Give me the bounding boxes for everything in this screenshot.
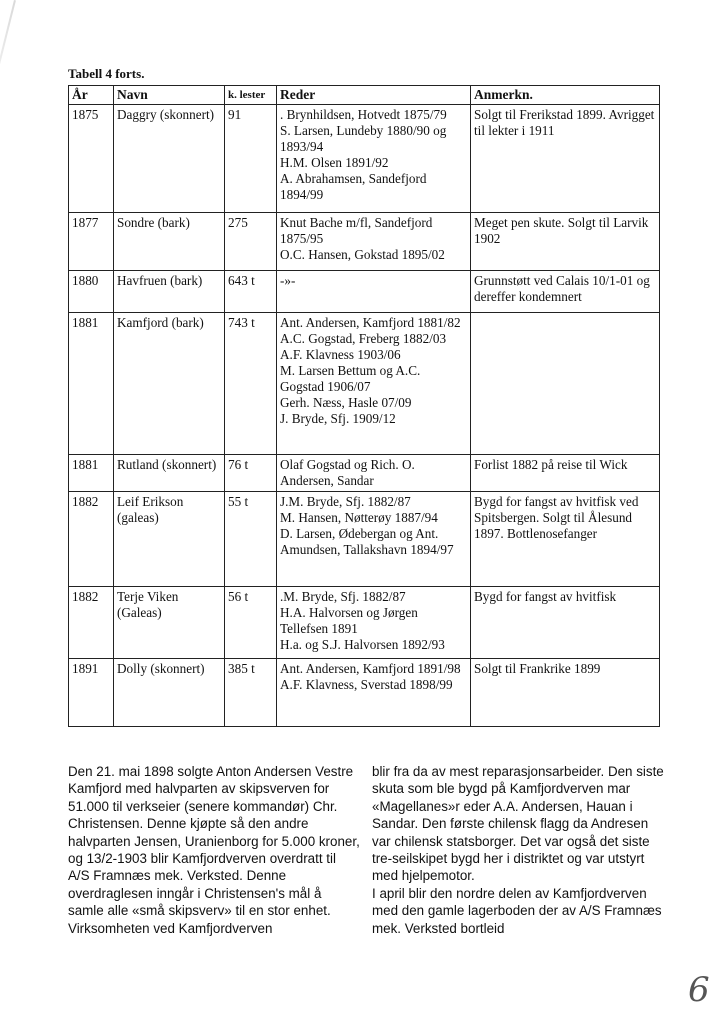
cell-name: Sondre (bark) [114, 213, 225, 271]
reder-entry: M. Hansen, Nøtterøy 1887/94 [280, 510, 438, 525]
cell-lester: 91 [225, 105, 277, 213]
cell-note: Bygd for fangst av hvitfisk ved Spitsbergen. Solgt til Ålesund 1897. Bottlenosefanger [471, 492, 660, 587]
margin-page-mark: 6 [688, 970, 710, 1010]
reder-entry: J.M. Bryde, Sfj. 1882/87 [280, 494, 411, 509]
reder-entry: A.F. Klavness 1903/06 [280, 347, 401, 362]
cell-note: Grunnstøtt ved Calais 10/1-01 og dereffer kondemnert [471, 271, 660, 313]
reder-entry: Ant. Andersen, Kamfjord 1891/98 [280, 661, 461, 676]
cell-name: Daggry (skonnert) [114, 105, 225, 213]
reder-entry: Ant. Andersen, Kamfjord 1881/82 [280, 315, 461, 330]
reder-entry: Gerh. Næss, Hasle 07/09 [280, 395, 412, 410]
table-row [69, 105, 660, 213]
cell-year: 1891 [69, 659, 114, 727]
reder-entry: A.C. Gogstad, Freberg 1882/03 [280, 331, 447, 346]
cell-name: Dolly (skonnert) [114, 659, 225, 727]
cell-year: 1875 [69, 105, 114, 213]
cell-note: Bygd for fangst av hvitfisk [471, 587, 660, 659]
cell-lester: 385 t [225, 659, 277, 727]
cell-reder [277, 587, 471, 659]
ship-table [68, 85, 660, 727]
reder-entry: H.M. Olsen 1891/92 [280, 155, 389, 170]
table-row [69, 659, 660, 727]
cell-lester: 743 t [225, 313, 277, 455]
cell-lester: 56 t [225, 587, 277, 659]
reder-entry: .M. Bryde, Sfj. 1882/87 [280, 589, 406, 604]
cell-reder [277, 492, 471, 587]
table-header-row [69, 86, 660, 105]
header-name: Navn [114, 86, 225, 105]
table-row [69, 587, 660, 659]
cell-lester: 55 t [225, 492, 277, 587]
cell-note: Solgt til Frankrike 1899 [471, 659, 660, 727]
table-row [69, 271, 660, 313]
cell-lester: 76 t [225, 455, 277, 492]
cell-reder [277, 213, 471, 271]
cell-name: Terje Viken (Galeas) [114, 587, 225, 659]
header-lester: k. lester [225, 86, 277, 105]
reder-entry: A. Abrahamsen, Sandefjord 1894/99 [280, 171, 427, 202]
cell-name: Kamfjord (bark) [114, 313, 225, 455]
body-text-right [372, 763, 664, 937]
scan-artifact-line [0, 0, 16, 70]
cell-lester: 275 [225, 213, 277, 271]
reder-entry: S. Larsen, Lundeby 1880/90 og 1893/94 [280, 123, 447, 154]
cell-note: Meget pen skute. Solgt til Larvik 1902 [471, 213, 660, 271]
cell-year: 1880 [69, 271, 114, 313]
cell-reder [277, 659, 471, 727]
cell-year: 1881 [69, 455, 114, 492]
reder-entry: . Brynhildsen, Hotvedt 1875/79 [280, 107, 447, 122]
body-text-right-part1: blir fra da av mest reparasjonsarbeider. Den siste skuta som ble bygd på Kamfjordverven mar «Magellanes»r eder A.A. Andersen, Hauan i Sandar. Den første chilensk flagg da Andresen var chilensk statsborger. Det var også det siste tre-seilskipet bygd her i distriktet og var utstyrt med hjelpemotor. [372, 764, 664, 884]
reder-entry: Olaf Gogstad og Rich. O. Andersen, Sandar [280, 457, 415, 488]
reder-entry: H.a. og S.J. Halvorsen 1892/93 [280, 637, 445, 652]
reder-entry: A.F. Klavness, Sverstad 1898/99 [280, 677, 453, 692]
cell-name: Havfruen (bark) [114, 271, 225, 313]
reder-entry: O.C. Hansen, Gokstad 1895/02 [280, 247, 445, 262]
table-row [69, 455, 660, 492]
cell-year: 1882 [69, 492, 114, 587]
header-reder: Reder [277, 86, 471, 105]
cell-year: 1877 [69, 213, 114, 271]
body-text-right-part2: I april blir den nordre delen av Kamfjordverven med den gamle lagerboden der av A/S Framnæs mek. Verksted bortleid [372, 885, 662, 936]
reder-entry: M. Larsen Bettum og A.C. Gogstad 1906/07 [280, 363, 421, 394]
cell-note [471, 313, 660, 455]
table-row [69, 313, 660, 455]
reder-entry: J. Bryde, Sfj. 1909/12 [280, 411, 396, 426]
cell-note: Forlist 1882 på reise til Wick [471, 455, 660, 492]
table-row [69, 213, 660, 271]
cell-reder [277, 105, 471, 213]
cell-name: Leif Erikson (galeas) [114, 492, 225, 587]
table-caption: Tabell 4 forts. [68, 66, 145, 81]
cell-reder [277, 313, 471, 455]
cell-lester: 643 t [225, 271, 277, 313]
cell-reder [277, 271, 471, 313]
cell-name: Rutland (skonnert) [114, 455, 225, 492]
table-row [69, 492, 660, 587]
header-year: År [69, 86, 114, 105]
cell-note: Solgt til Frerikstad 1899. Avrigget til lekter i 1911 [471, 105, 660, 213]
reder-entry: -»- [280, 273, 296, 288]
reder-entry: Knut Bache m/fl, Sandefjord 1875/95 [280, 215, 433, 246]
reder-entry: H.A. Halvorsen og Jørgen Tellefsen 1891 [280, 605, 418, 636]
cell-year: 1882 [69, 587, 114, 659]
cell-reder [277, 455, 471, 492]
reder-entry: D. Larsen, Ødebergan og Ant. Amundsen, Tallakshavn 1894/97 [280, 526, 454, 557]
header-anmerkn: Anmerkn. [471, 86, 660, 105]
body-text-left: Den 21. mai 1898 solgte Anton Andersen Vestre Kamfjord med halvparten av skipsverven for 51.000 til verkseier (senere kommandør) Chr. Christensen. Denne kjøpte så den andre halvparten Jensen, Uranienborg for 5.000 kroner, og 13/2-1903 blir Kamfjordverven overdratt til A/S Framnæs mek. Verksted. Denne overdraglesen inngår i Christensen's mål å samle alle «små skipsverv» til en stor enhet. Virksomheten ved Kamfjordverven [68, 764, 360, 936]
cell-year: 1881 [69, 313, 114, 455]
